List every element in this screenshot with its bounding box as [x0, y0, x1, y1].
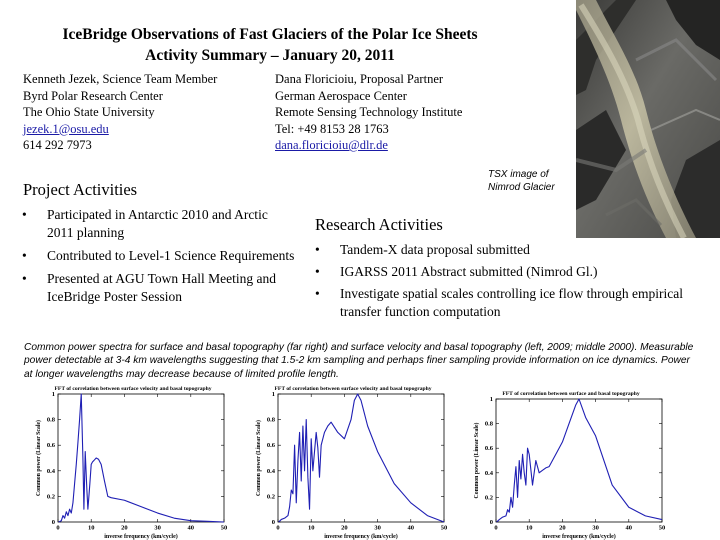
x-tick-label: 20	[559, 524, 566, 532]
x-tick-label: 0	[494, 524, 498, 532]
y-tick-label: 0.6	[484, 445, 493, 453]
title-line-1: IceBridge Observations of Fast Glaciers of the Polar Ice Sheets	[62, 26, 478, 43]
y-tick-label: 0	[489, 519, 493, 526]
project-list	[21, 206, 297, 311]
contact-right-org: German Aerospace Center	[275, 88, 407, 103]
y-tick-label: 0	[51, 519, 55, 526]
y-axis-label: Common power (Linear Scale)	[474, 422, 480, 499]
research-list	[314, 241, 714, 326]
chart-title: FFT of correlation between surface velocity and basal topography	[54, 386, 212, 392]
bullet-icon: •	[22, 207, 27, 222]
chart-left	[20, 381, 234, 540]
plot-frame	[496, 399, 662, 522]
figure-summary: Common power spectra for surface and basal topography (far right) and surface velocity and basal topography (left, 2009; middle 2000). Measurable power detectable at 3-4 km wavelengths suggesting that 1.5-2 km sampling and perhaps finer sampling provide information on ice dynamics. Power at longer wavelengths may decrease because of limited profile length.	[24, 342, 694, 380]
x-axis-label: inverse frequency (km/cycle)	[324, 534, 398, 540]
bullet-icon: •	[315, 264, 320, 279]
contact-right	[275, 71, 462, 154]
bullet-icon: •	[315, 286, 320, 301]
y-tick-label: 0.2	[266, 493, 275, 501]
y-tick-label: 0.4	[484, 469, 493, 477]
y-tick-label: 0.8	[484, 420, 493, 428]
list-item: • Investigate spatial scales controlling ice flow through empirical transfer function computation	[315, 286, 684, 319]
contact-left-name: Kenneth Jezek, Science Team Member	[23, 72, 218, 86]
y-tick-label: 0.6	[266, 442, 275, 450]
series-line	[279, 394, 444, 522]
plot-frame	[278, 394, 444, 522]
x-tick-label: 40	[187, 524, 195, 532]
x-axis-label: inverse frequency (km/cycle)	[104, 534, 178, 540]
contact-right-name: Dana Floricioiu, Proposal Partner	[275, 72, 444, 86]
y-tick-label: 0.8	[46, 416, 55, 424]
chart-title: FFT of correlation between surface and basal topography	[502, 391, 640, 397]
y-tick-label: 0.2	[46, 493, 55, 501]
chart-svg	[240, 381, 454, 540]
x-tick-label: 30	[154, 524, 161, 532]
contact-right-tel: Tel: +49 8153 28 1763	[275, 121, 389, 136]
project-heading: Project Activities	[23, 180, 138, 199]
contact-left-phone: 614 292 7973	[23, 138, 92, 152]
series-line	[59, 394, 224, 522]
y-tick-label: 0.4	[46, 467, 55, 475]
contact-left-univ: The Ohio State University	[23, 105, 155, 119]
x-tick-label: 10	[525, 524, 533, 532]
x-tick-label: 10	[87, 524, 95, 532]
bullet-icon: •	[22, 271, 27, 286]
contact-right-inst: Remote Sensing Technology Institute	[275, 105, 463, 119]
x-tick-label: 50	[220, 524, 228, 532]
y-tick-label: 0.4	[266, 467, 275, 475]
list-item: • Participated in Antarctic 2010 and Arctic 2011 planning	[22, 207, 268, 240]
y-tick-label: 1	[51, 391, 55, 398]
chart-svg	[458, 386, 672, 540]
bullet-icon: •	[22, 248, 27, 263]
list-item: • Presented at AGU Town Hall Meeting and IceBridge Poster Session	[22, 271, 277, 304]
x-tick-label: 40	[625, 524, 633, 532]
x-tick-label: 0	[276, 524, 280, 532]
contact-left-email-link[interactable]: jezek.1@osu.edu	[23, 121, 109, 136]
x-tick-label: 0	[56, 524, 60, 532]
y-tick-label: 0.8	[266, 416, 275, 424]
list-item: • IGARSS 2011 Abstract submitted (Nimrod Gl.)	[315, 264, 598, 279]
contact-left	[23, 71, 217, 154]
x-tick-label: 30	[592, 524, 599, 532]
x-tick-label: 50	[440, 524, 448, 532]
chart-svg	[20, 381, 234, 540]
list-item: • Tandem-X data proposal submitted	[315, 242, 530, 257]
list-item: • Contributed to Level-1 Science Requirements	[22, 248, 295, 263]
x-tick-label: 50	[658, 524, 666, 532]
x-tick-label: 10	[307, 524, 315, 532]
y-tick-label: 0.6	[46, 442, 55, 450]
research-heading: Research Activities	[315, 215, 443, 234]
x-tick-label: 40	[407, 524, 415, 532]
image-caption: TSX image of Nimrod Glacier	[488, 169, 555, 193]
contact-left-org: Byrd Polar Research Center	[23, 88, 163, 103]
page-title	[10, 24, 530, 66]
chart-title: FFT of correlation between surface velocity and basal topography	[274, 386, 432, 392]
series-line	[497, 399, 662, 522]
y-axis-label: Common power (Linear Scale)	[36, 420, 42, 496]
y-tick-label: 0.2	[484, 494, 493, 502]
satellite-image	[576, 0, 720, 238]
chart-middle	[240, 381, 454, 540]
chart-right	[458, 386, 672, 540]
bullet-icon: •	[315, 242, 320, 257]
y-tick-label: 1	[271, 391, 275, 398]
y-tick-label: 1	[489, 396, 493, 403]
y-axis-label: Common power (Linear Scale)	[256, 420, 262, 496]
title-line-2: Activity Summary – January 20, 2011	[145, 47, 395, 64]
x-tick-label: 20	[341, 524, 348, 532]
x-tick-label: 30	[374, 524, 381, 532]
contact-right-email-link[interactable]: dana.floricioiu@dlr.de	[275, 138, 388, 152]
y-tick-label: 0	[271, 519, 275, 526]
x-tick-label: 20	[121, 524, 128, 532]
x-axis-label: inverse frequency (km/cycle)	[542, 534, 616, 540]
